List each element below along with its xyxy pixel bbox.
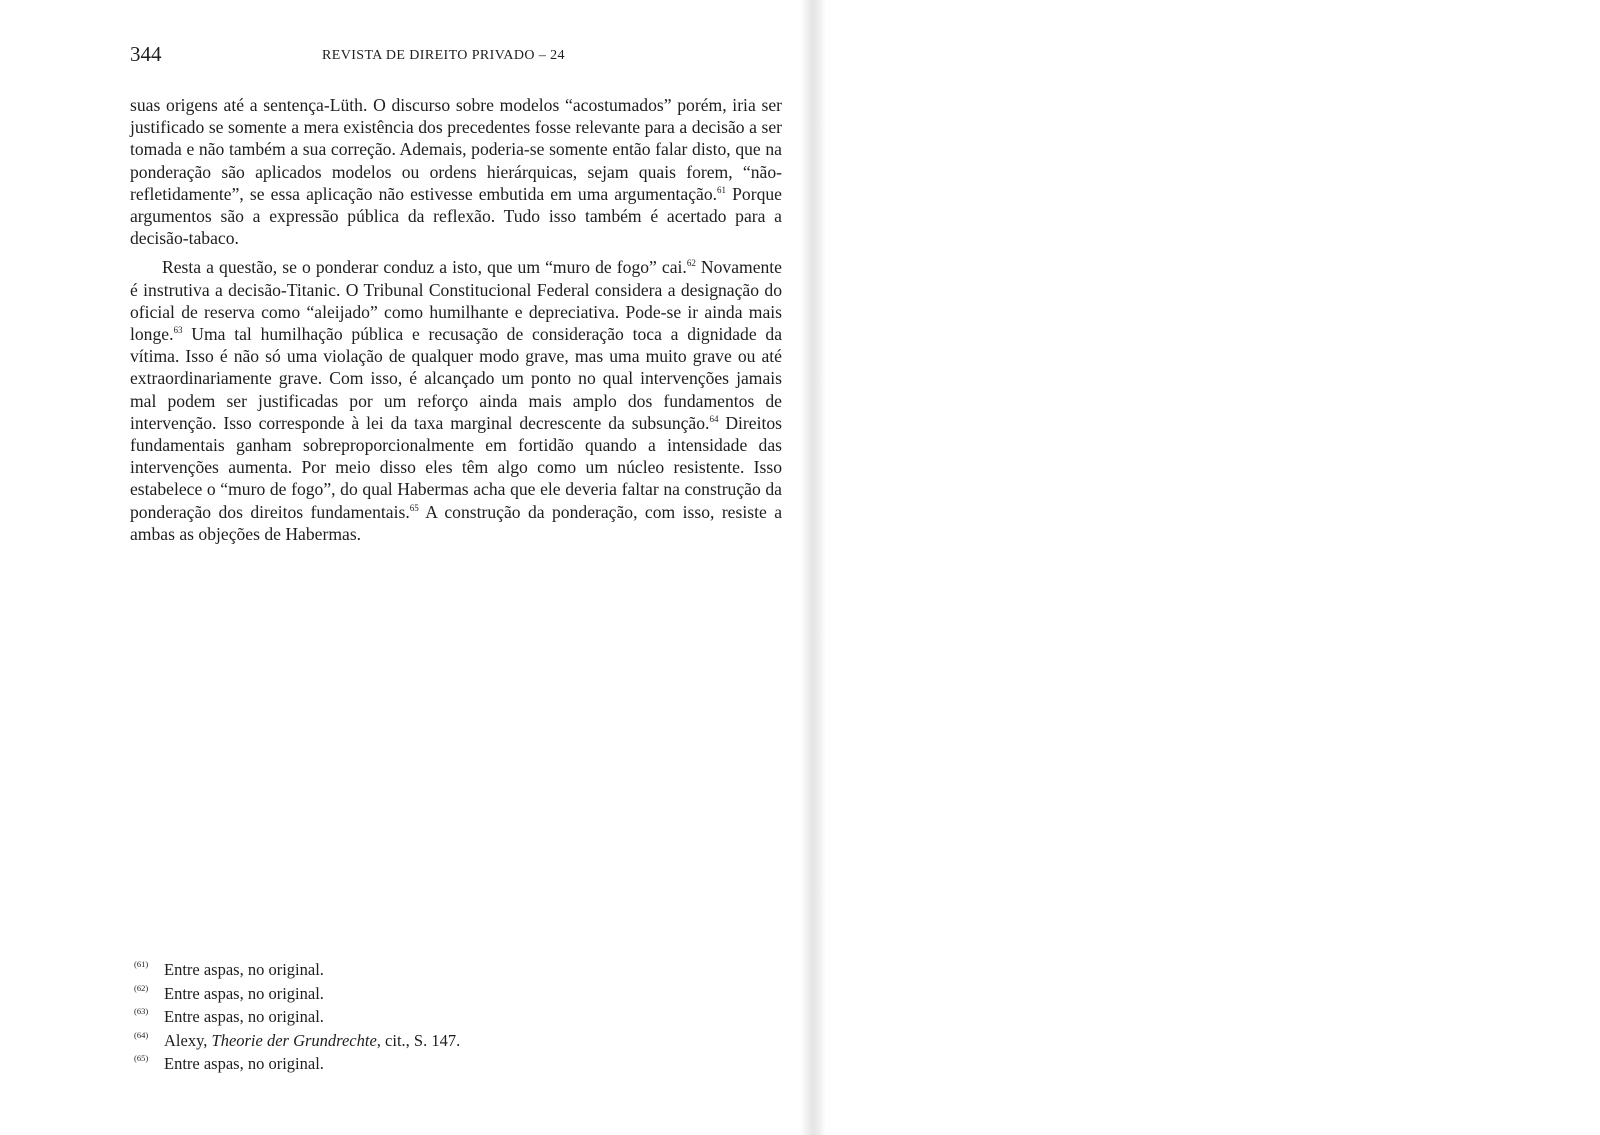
footnote-61 <box>134 960 734 984</box>
left-page <box>130 40 782 552</box>
right-page-blank <box>826 0 1600 1135</box>
body-text <box>130 94 782 545</box>
paragraph-1-text-b: Porque argumentos são a expressão pública da reflexão. Tudo isso também é acertado para a decisão-tabaco. <box>130 183 782 249</box>
footnote-text-after: , cit., S. 147. <box>376 1030 461 1050</box>
book-gutter-shadow <box>800 0 826 1135</box>
footnote-text: Entre aspas, no original. <box>164 960 324 979</box>
footnote-marker: (63) <box>134 1006 149 1016</box>
paragraph-2-text-e: A construção da ponderação, com isso, resiste a ambas as objeções de Habermas. <box>130 501 782 544</box>
footnote-marker: (61) <box>134 959 149 969</box>
footnote-ref-64: 64 <box>709 413 719 424</box>
footnote-63 <box>134 1007 734 1031</box>
footnote-65 <box>134 1054 734 1078</box>
journal-title: REVISTA DE DIREITO PRIVADO – 24 <box>322 48 565 63</box>
footnote-text: Entre aspas, no original. <box>164 983 324 1003</box>
footnote-ref-65: 65 <box>409 502 419 513</box>
footnote-64 <box>134 1031 734 1055</box>
footnote-text-before: Alexy, <box>164 1030 212 1050</box>
paragraph-2-text-c: Uma tal humilhação pública e recusação de consideração toca a dignidade da vítima. Isso é não só uma violação de qualquer modo grave, mas uma muito grave ou até extraordinariamente grave. Com isso, é alcançado um ponto no qual intervenções jamais mal podem ser justificadas por um reforço ainda mais amplo dos fundamentos de intervenção. Isso corresponde à lei da taxa marginal decrescente da subsunção. <box>130 324 782 433</box>
footnote-book-title: Theorie der Grundrechte <box>211 1030 377 1050</box>
paragraph-2 <box>130 256 782 545</box>
paragraph-2-text-a: Resta a questão, se o ponderar conduz a isto, que um “muro de fogo” cai. <box>162 257 687 278</box>
footnote-marker: (62) <box>134 982 149 993</box>
paragraph-1 <box>130 94 782 249</box>
footnote-text: Entre aspas, no original. <box>164 1007 324 1026</box>
paragraph-2-text-d: Direitos fundamentais ganham sobreproporcionalmente em fortidão quando a intensidade das intervenções aumenta. Por meio disso eles têm algo como um núcleo resistente. Isso estabelece o “muro de fogo”, do qual Habermas acha que ele deveria faltar na construção da ponderação dos direitos fundamentais. <box>130 412 782 522</box>
footnote-text <box>164 1031 460 1051</box>
footnote-marker: (64) <box>134 1029 149 1040</box>
footnote-text: Entre aspas, no original. <box>164 1054 324 1073</box>
footnote-62 <box>134 984 734 1008</box>
footnotes <box>134 960 734 1078</box>
paragraph-2-text-b: Novamente é instrutiva a decisão-Titanic. O Tribunal Constitucional Federal considera a designação do oficial de reserva como “aleijado” como humilhante e depreciativa. Pode-se ir ainda mais longe. <box>130 257 782 345</box>
footnote-ref-62: 62 <box>686 258 696 269</box>
paragraph-1-text-a: suas origens até a sentença-Lüth. O discurso sobre modelos “acostumados” porém, iria ser justificado se somente a mera existência dos precedentes fosse relevante para a decisão a ser tomada e não também a sua correção. Ademais, poderia-se somente então falar disto, que na ponderação são aplicados modelos ou ordens hierárquicas, sejam quais forem, “não-refletidamente”, se essa aplicação não estivesse embutida em uma argumentação. <box>130 95 782 204</box>
page-number: 344 <box>130 42 162 66</box>
running-head <box>130 40 782 70</box>
footnote-ref-61: 61 <box>717 184 727 195</box>
footnote-ref-63: 63 <box>173 325 183 336</box>
footnote-marker: (65) <box>134 1053 149 1063</box>
